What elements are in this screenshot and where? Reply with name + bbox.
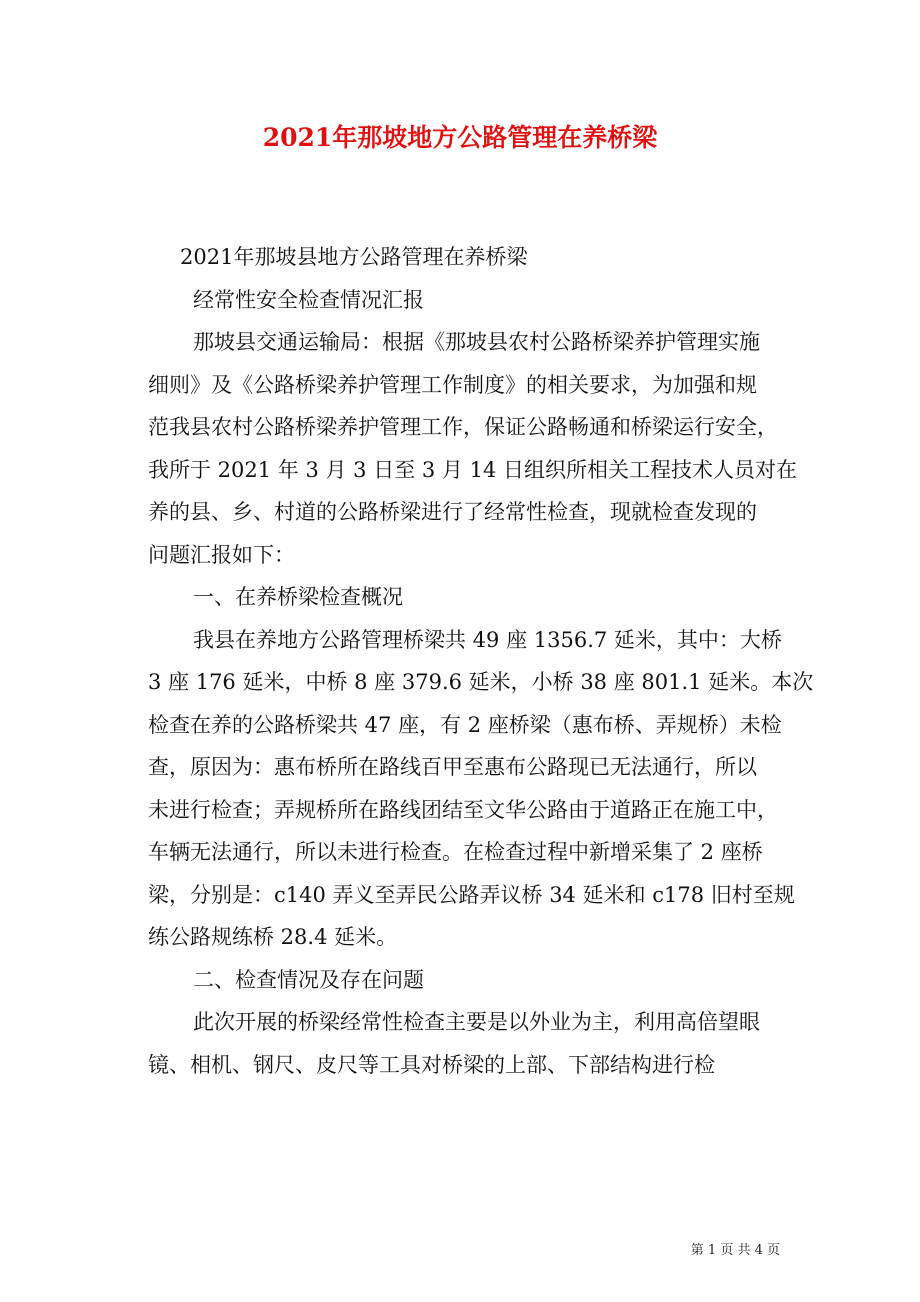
section-1-line: 我县在养地方公路管理桥梁共 49 座 1356.7 延米，其中：大桥: [193, 627, 782, 652]
intro-line: 范我县农村公路桥梁养护管理工作，保证公路畅通和桥梁运行安全，: [148, 415, 778, 439]
intro-paragraph: [148, 321, 797, 576]
section-1-line: 车辆无法通行，所以未进行检查。在检查过程中新增采集了 2 座桥: [148, 840, 763, 864]
section-1-line: 未进行检查；弄规桥所在路线团结至文华公路由于道路正在施工中，: [148, 797, 778, 822]
page-number-footer: 第 1 页 共 4 页: [690, 1243, 780, 1258]
document-title: 2021年那坡地方公路管理在养桥梁: [262, 123, 658, 152]
section-1-line: 检查在养的公路桥梁共 47 座，有 2 座桥梁（惠布桥、弄规桥）未检: [148, 712, 782, 737]
section-1-line: 3 座 176 延米，中桥 8 座 379.6 延米，小桥 38 座 801.1 延米。本次: [148, 670, 814, 694]
section-2-line: 此次开展的桥梁经常性检查主要是以外业为主，利用高倍望眼: [193, 1010, 760, 1034]
section-2-heading: 二、检查情况及存在问题: [193, 967, 424, 992]
section-1-heading: 一、在养桥梁检查概况: [193, 585, 403, 609]
section-1-paragraph: [148, 619, 814, 959]
subtitle-line-2: 经常性安全检查情况汇报: [193, 287, 424, 312]
document-body: [148, 236, 814, 1086]
section-1-line: 梁，分别是：c140 弄义至弄民公路弄议桥 34 延米和 c178 旧村至规: [148, 882, 795, 907]
section-1-line: 练公路规练桥 28.4 延米。: [148, 925, 398, 949]
intro-line: 我所于 2021 年 3 月 3 日至 3 月 14 日组织所相关工程技术人员对在: [148, 457, 797, 482]
subtitle-line-1: 2021年那坡县地方公路管理在养桥梁: [180, 245, 528, 269]
intro-line: 细则》及《公路桥梁养护管理工作制度》的相关要求，为加强和规: [148, 372, 757, 397]
intro-line: 养的县、乡、村道的公路桥梁进行了经常性检查，现就检查发现的: [148, 500, 757, 524]
intro-line: 问题汇报如下：: [148, 542, 295, 567]
section-2-paragraph: [148, 1001, 778, 1086]
section-2-line: 镜、相机、钢尺、皮尺等工具对桥梁的上部、下部结构进行检: [148, 1052, 715, 1077]
intro-line: 那坡县交通运输局：根据《那坡县农村公路桥梁养护管理实施: [193, 330, 760, 354]
section-1-line: 查，原因为：惠布桥所在路线百甲至惠布公路现已无法通行，所以: [148, 755, 757, 779]
